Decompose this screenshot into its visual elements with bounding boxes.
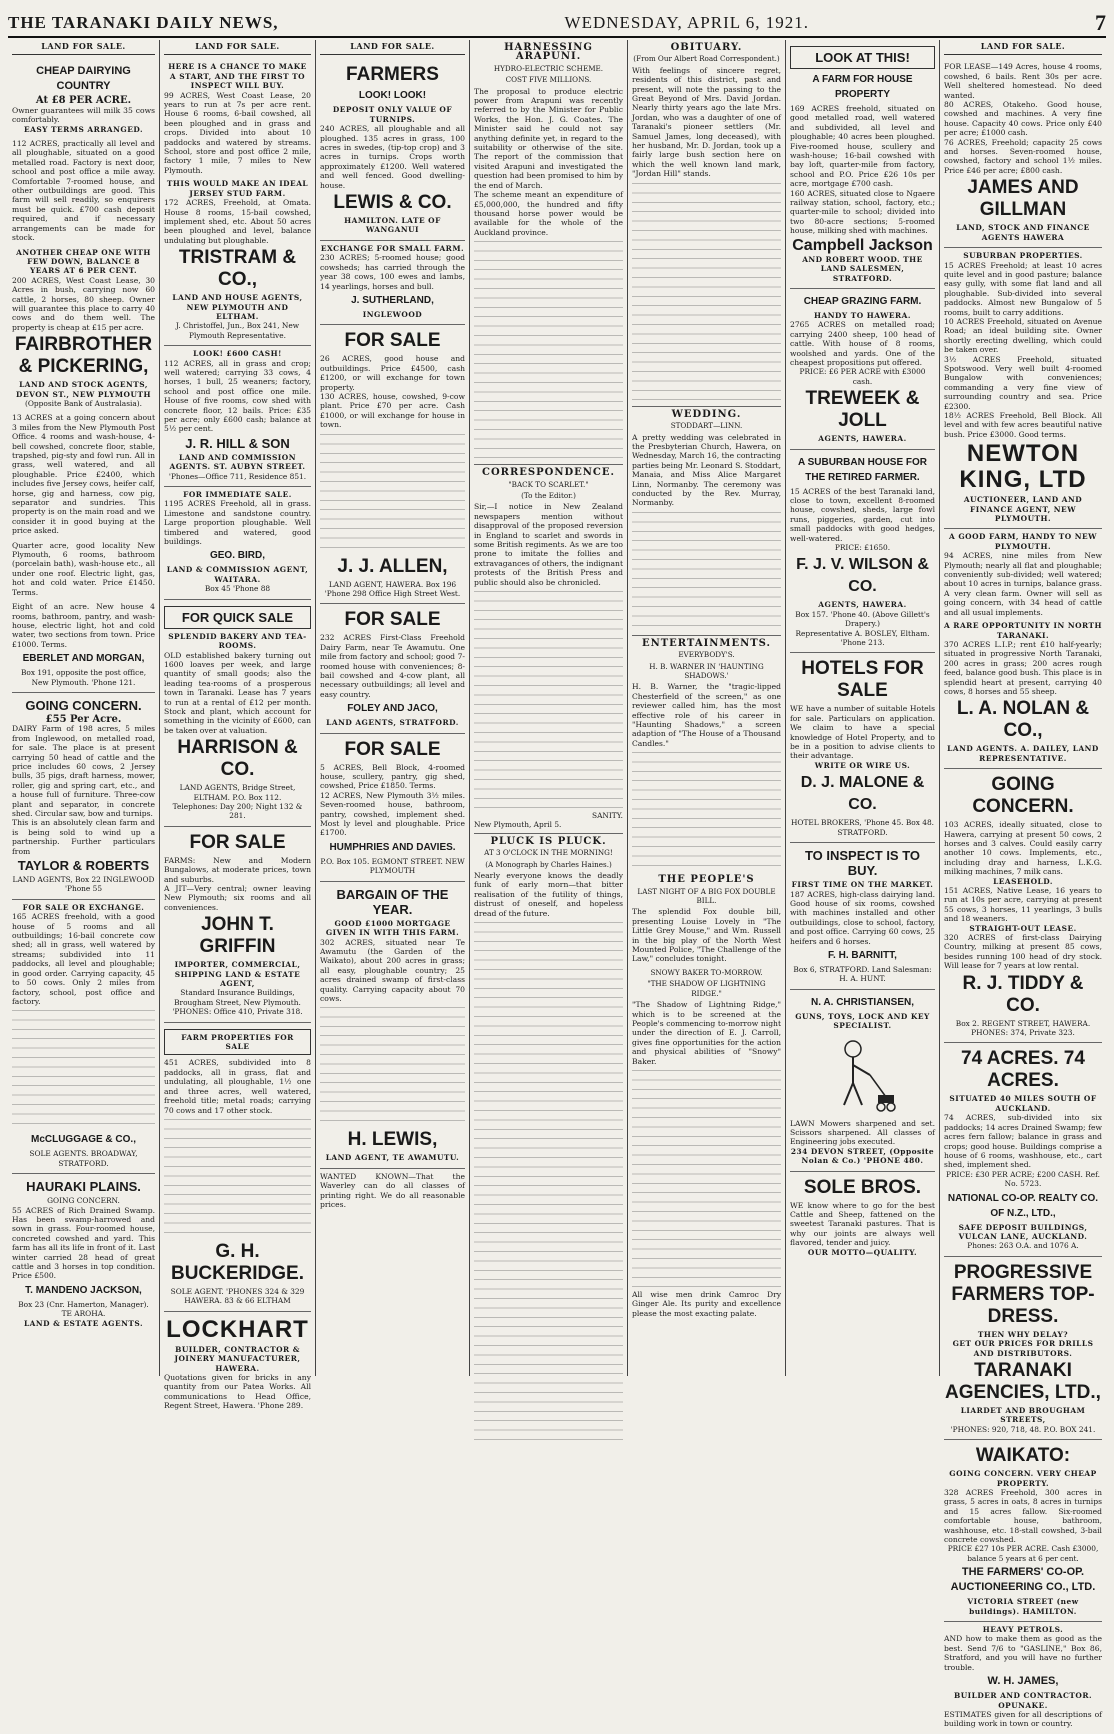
advert <box>164 600 311 827</box>
firm-name: Campbell Jackson <box>792 236 933 254</box>
firm-tagline: LAND & ESTATE AGENTS. <box>23 1318 144 1328</box>
firm-name: McCLUGGAGE & CO., <box>30 1134 136 1146</box>
article-subtitle: LAST NIGHT OF A BIG FOX DOUBLE BILL. <box>637 886 776 906</box>
firm-name: R. J. TIDDY & CO. <box>962 972 1084 1016</box>
firm-address: AGENTS, HAWERA. <box>818 600 907 610</box>
column-5 <box>628 40 786 1376</box>
ad-title: GOING CONCERN. <box>972 774 1074 818</box>
advert <box>320 882 465 1169</box>
ad-body: 200 ACRES, West Coast Lease, 30 Acres in bush, carrying now 60 cattle, 2 horses, 80 sheep. Owner will guarantee this place to carry 40 cows and do them well. The property is cheap at £15 per acre. <box>12 275 155 332</box>
ad-title: HERE IS A CHANCE TO MAKE A START, AND THE FIRST TO INSPECT WILL BUY. <box>168 62 307 91</box>
firm-name: J. SUTHERLAND, <box>351 294 434 306</box>
ad-title: HAURAKI PLAINS. <box>26 1179 141 1195</box>
firm-address: LAND & COMMISSION AGENT, WAITARA. <box>166 565 309 584</box>
advert <box>944 769 1102 1043</box>
ad-subtitle: GOING CONCERN. VERY CHEAP PROPERTY. <box>949 1469 1097 1488</box>
ad-title: A SUBURBAN HOUSE FOR THE RETIRED FARMER. <box>797 456 928 483</box>
ad-title: TO INSPECT IS TO BUY. <box>804 848 921 879</box>
ad-body: 18½ ACRES Freehold, Bell Block. All level and with few acres beautiful native bush. Price £3000. Good terms. <box>944 411 1102 439</box>
ad-body: Quotations given for bricks in any quantity from our Patea Works. All communications to Head Office, Regent Street, Hawera. 'Phone 289. <box>164 1372 311 1411</box>
article-title: HARNESSING ARAPUNI. <box>504 42 593 63</box>
ad-heading: EXCHANGE FOR SMALL FARM. <box>320 243 465 253</box>
advert <box>12 900 155 1174</box>
firm-name: G. H. BUCKERIDGE. <box>170 1240 304 1284</box>
ad-subtitle: THIS WOULD MAKE AN IDEAL JERSEY STUD FARM. <box>166 179 309 198</box>
ad-title: CHEAP DAIRYING COUNTRY <box>36 65 131 93</box>
advert <box>790 40 935 289</box>
firm-address: Box 191, opposite the post office, New Plymouth. 'Phone 121. <box>20 668 147 687</box>
ad-price: PRICE: £30 PER ACRE; £200 CASH. Ref. No. 5723. <box>946 1169 1100 1189</box>
article-title: WEDDING. <box>632 406 781 419</box>
article-body: A pretty wedding was celebrated in the Presbyterian Church, Hawera, on Wednesday, March 16, the contracting parties being Mr. Leonard S. Stoddart, Manaia, and Miss Alice Margaret Linn, Normanby. The ceremony was conducted by the Rev. Murray, Normanby. <box>632 432 782 508</box>
ad-subtitle: A FARM FOR HOUSE PROPERTY <box>812 74 913 100</box>
ad-body: 302 ACRES, situated near Te Awamutu (the Garden of the Waikato), about 200 acres in grass; all easy, ploughable country; 25 acres drained swamp of first-class quality. Carrying capacity about 70 cows. <box>320 937 465 1003</box>
firm-name: W. H. JAMES, <box>987 1675 1059 1688</box>
firm-name: LEWIS & CO. <box>333 192 452 214</box>
firm-note: 'PHONES: 920, 718, 48. P.O. BOX 241. <box>950 1424 1096 1434</box>
advert <box>944 59 1102 248</box>
ad-body: 230 ACRES; 5-roomed house; good cowsheds; has carried through the year 38 cows, 100 ewes and lambs, 14 yearlings, horses and bull. <box>320 253 465 291</box>
article-body: Sir,—I notice in New Zealand newspapers mention without disapproval of the proposed reversion in England to scarlet and swords in some British regiments. As we are too prone to imitate the follies and extravagances of others, the indignant protests of the British Press and public should also be chronicled. <box>474 502 623 587</box>
column-heading: LAND FOR SALE. <box>320 40 465 55</box>
firm-name: NATIONAL CO-OP. REALTY CO. OF N.Z., LTD., <box>947 1192 1099 1219</box>
advert <box>944 529 1102 769</box>
firm-name: FOLEY AND JACO, <box>347 703 438 715</box>
ad-body: 15 ACRES Freehold; at least 10 acres quite level and in good pasture; balance easy gully, with some flat land and all ploughable. Sub-divided into several paddocks. Almost new Bungalow of 5 rooms, built to carry additions. <box>944 260 1102 317</box>
ad-subtitle: GOOD £1000 MORTGAGE GIVEN IN WITH THIS FARM. <box>325 918 460 938</box>
advert <box>790 1172 935 1262</box>
firm-name: LOCKHART <box>166 1315 309 1343</box>
firm-address: LAND AGENTS, Box 22 INGLEWOOD 'Phone 55 <box>12 875 155 894</box>
advert <box>12 693 155 900</box>
ad-heading: STRAIGHT-OUT LEASE. <box>969 923 1077 933</box>
firm-address: LAND, STOCK AND FINANCE AGENTS HAWERA <box>956 223 1090 242</box>
ad-body: 2765 ACRES on metalled road; carrying 2400 sheep, 100 head of cattle. With house of 8 rooms, woolshed and yards. One of the cheapest propositions put offered. <box>790 320 935 367</box>
firm-name: SOLE BROS. <box>803 1176 922 1198</box>
firm-name: TARANAKI AGENCIES, LTD., <box>945 1359 1101 1403</box>
article-subtitle: HYDRO-ELECTRIC SCHEME. <box>493 63 604 73</box>
article-subtitle: (A Monograph by Charles Haines.) <box>485 859 612 869</box>
column-3 <box>316 40 470 1376</box>
masthead <box>8 10 1106 38</box>
article-subtitle: (From Our Albert Road Correspondent.) <box>633 54 780 64</box>
firm-name: TAYLOR & ROBERTS <box>17 858 150 874</box>
firm-name: JAMES AND GILLMAN <box>967 177 1079 221</box>
firm-note: (Opposite Bank of Australasia). <box>24 398 143 408</box>
ad-body: 328 ACRES Freehold, 300 acres in grass, 5 acres in oats, 8 acres in turnips and 15 acres fallow. Six-roomed comfortable house, bathroom, washhouse, etc. 18-stall cowshed, 3-bail concrete cowshed. <box>944 1488 1102 1545</box>
advert <box>320 241 465 325</box>
ad-body: 13 ACRES at a going concern about 3 miles from the New Plymouth Post Office. 4 rooms and wash-house, 4-bell cowshed, concrete floor, stable, trapshed, pig-sty and fowl run. All in grass, well watered, and all ploughable. Price £2400, which includes five Jersey cows, heifer calf, horse, gig and harness, cow pig, separator and sundries. This property is on the main road and we consider it in good buying at the price asked. <box>12 413 155 536</box>
ad-body: 370 ACRES L.I.P.; rent £10 half-yearly; situated in progressive North Taranaki, 200 acres in grass; 200 acres rough feed, balance good bush. This place is in splendid heart at present, carrying 40 cows, 8 horses and 55 sheep. <box>944 639 1102 696</box>
ad-title: PROGRESSIVE FARMERS TOP-DRESS. <box>951 1261 1095 1327</box>
columns <box>8 40 1106 1729</box>
firm-name: JOHN T. GRIFFIN <box>199 914 276 958</box>
firm-address: Box 23 (Cnr. Hamerton, Manager). TE AROHA. <box>18 1299 149 1319</box>
firm-name: J. J. ALLEN, <box>337 555 448 577</box>
article-body: The proposal to produce electric power from Arapuni was recently referred to by the Minister for Public Works, the Hon. J. G. Coates. The Minister said he could not say anything definite yet, in regard to the suitability or otherwise of the site. The report of the commission that visited Arapuni and investigated the question had been promised to him by the end of March. <box>474 86 623 190</box>
ad-body: 187 ACRES, high-class dairying land. Good house of six rooms, cowshed with machines installed and other outbuildings, close to school, factory, and post office. Carrying 60 cows, 25 heifers and 6 horses. <box>790 889 935 946</box>
ad-heading: FARM PROPERTIES FOR SALE <box>164 1029 311 1056</box>
column-heading: LAND FOR SALE. <box>12 40 155 55</box>
ad-body: WE have a number of suitable Hotels for sale. Particulars on application. We claim to have a special knowledge of Hotel Property, and to be in a position to advise clients to their advantage. <box>790 704 935 761</box>
advert <box>944 1257 1102 1440</box>
article-title: THE PEOPLE'S <box>658 874 755 886</box>
advert <box>944 248 1102 529</box>
firm-address: LIARDET AND BROUGHAM STREETS, <box>960 1405 1086 1425</box>
firm-address: AND ROBERT WOOD. THE LAND SALESMEN, STRATFORD. <box>802 254 923 283</box>
ad-heading: SUBURBAN PROPERTIES. <box>963 251 1083 261</box>
advert <box>164 346 311 487</box>
ad-subtitle: LOOK! LOOK! <box>358 90 427 102</box>
article-body: All wise men drink Camroc Dry Ginger Ale. Its purity and excellence please the most exacting palate. <box>632 1289 781 1318</box>
firm-name: H. LEWIS, <box>347 1129 438 1151</box>
article-subtitle: COST FIVE MILLIONS. <box>505 75 592 85</box>
firm-note: Box 157. 'Phone 40. (Above Gillett's Drapery.) <box>795 609 930 629</box>
ad-body: WANTED KNOWN—That the Waverley can do all classes of printing right. We do all reasonable prices. <box>320 1171 465 1209</box>
ad-title: FOR SALE <box>344 609 441 631</box>
firm-name: TRISTRAM & CO., <box>178 247 297 291</box>
article-subtitle: STODDART—LINN. <box>670 421 743 431</box>
ad-price: PRICE: £1650. <box>834 543 891 552</box>
ad-body: 26 ACRES, good house and outbuildings. Price £4500, cash £1200, or will exchange for town property. <box>320 354 465 392</box>
firm-name: D. J. MALONE & CO. <box>800 774 925 814</box>
advert <box>164 827 311 1023</box>
ad-body: LAWN Mowers sharpened and set. Scissors sharpened. All classes of Engineering jobs executed. <box>790 1118 935 1147</box>
firm-note: 'Phones—Office 711, Residence 851. <box>168 471 307 481</box>
ad-body: WE know where to go for the best Cattle and Sheep, fattened on the sweetest Taranaki pastures. That is why our joints are always well flavored, tender and juicy. <box>790 1200 935 1248</box>
article-subtitle: SNOWY BAKER TO-MORROW. <box>650 967 763 977</box>
ad-body: 451 ACRES, subdivided into 8 paddocks, all in grass, flat and undulating, all ploughable, 1½ one and three acres, well watered, freehold title; metal roads; carrying 70 cows and 17 other stock. <box>164 1058 311 1115</box>
ad-title: HEAVY PETROLS. <box>982 1625 1064 1635</box>
firm-name: J. R. HILL & SON <box>185 435 290 451</box>
firm-address: Box 6, STRATFORD. Land Salesman: H. A. HUNT. <box>793 964 932 984</box>
ad-subtitle: FIRST TIME ON THE MARKET. <box>791 880 934 890</box>
advert <box>12 1174 155 1333</box>
ad-body: 15 ACRES of the best Taranaki land, close to town, excellent 8-roomed house, cowshed, sheds, large fowl runs, piggeries, garden, cut into small paddocks with good hedges, well-watered. <box>790 486 935 543</box>
ad-body: 320 ACRES of first-class Dairying Country, milking at present 85 cows, besides running 100 head of dry stock. Will lease for 7 years at low rental. <box>944 933 1102 971</box>
firm-note: Phones: 263 O.A. and 1076 A. <box>967 1241 1079 1251</box>
article-subtitle: AT 3 O'CLOCK IN THE MORNING! <box>484 848 613 858</box>
column-4 <box>470 40 628 1376</box>
text-lines <box>320 434 465 554</box>
advert <box>790 843 935 990</box>
firm-address: IMPORTER, COMMERCIAL, SHIPPING LAND & ESTATE AGENT, <box>174 960 301 989</box>
article-title: CORRESPONDENCE. <box>474 464 623 477</box>
ad-title: FOR SALE <box>344 738 441 760</box>
firm-address: HAMILTON. LATE OF WANGANUI <box>344 216 441 235</box>
article-body: Nearly everyone knows the deadly funk of early morn—that bitter realisation of the futility of things, distrust of oneself, and hopeless dread of the future. <box>474 871 623 918</box>
firm-name: N. A. CHRISTIANSEN, <box>811 996 914 1008</box>
ad-body: 151 ACRES, Native Lease, 16 years to run at 10s per acre, carrying at present 55 cows, 3 horses, 11 yearlings, 3 bulls and 18 weaners. <box>944 886 1102 924</box>
article-body: With feelings of sincere regret, residents of this district, past and present, will note the passing to the Great Beyond of Mrs. David Jordan. Nearly thirty years ago the late Mrs. Jordan, who was a daughter of one of Taranaki's pioneer settlers (Mr. Samuel James, long deceased), with her husband, Mr. D. Jordan, took up a fairly large bush section here on which the well known land mark, "Jordan Hill" stands. <box>632 65 781 179</box>
ad-title: FARMERS <box>346 64 439 86</box>
article-subtitle: H. B. WARNER IN 'HAUNTING SHADOWS.' <box>649 661 764 680</box>
firm-name: F. H. BARNITT, <box>828 949 897 961</box>
firm-address: LAND AGENTS. A. DAILEY, LAND REPRESENTATIVE. <box>947 744 1099 763</box>
advert <box>790 450 935 654</box>
column-7 <box>940 40 1106 1729</box>
page-number: 7 <box>1094 10 1106 35</box>
ad-body: FOR LEASE—149 Acres, house 4 rooms, cowshed, 6 bails. Rent 30s per acre. Well sheltered homestead. No deed wanted. <box>944 62 1102 100</box>
ad-title: LOOK AT THIS! <box>790 46 935 69</box>
advert <box>320 59 465 240</box>
firm-note: Box 45 'Phone 88 <box>204 584 271 594</box>
ad-title: WAIKATO: <box>975 1445 1071 1467</box>
ad-body: 172 ACRES, Freehold, at Omata. House 8 rooms, 15-bail cowshed, implement shed, etc. About 50 acres been ploughed and level, balance undulating but ploughable. <box>164 198 311 245</box>
column-heading: LAND FOR SALE. <box>164 40 311 55</box>
advert <box>320 1169 465 1215</box>
firm-address: INGLEWOOD <box>362 309 423 319</box>
ad-price: PRICE £27 10s PER ACRE. Cash £3000, balance 5 years at 6 per cent. <box>947 1544 1099 1563</box>
advert <box>944 1043 1102 1256</box>
ad-heading: LEASEHOLD. <box>993 876 1053 886</box>
firm-address: HOTEL BROKERS, 'Phone 45. Box 48. STRATFORD. <box>790 818 935 837</box>
ad-body: 130 ACRES, house, cowshed, 9-cow plant. Price £70 per acre. Cash £1000, or will exchange for house in town. <box>320 391 465 430</box>
ad-title: LOOK! £600 CASH! <box>193 349 282 359</box>
firm-address: P.O. Box 105. EGMONT STREET. NEW PLYMOUTH <box>320 856 465 876</box>
article-body: The splendid Fox double bill, presenting Louise Lovely in "The Little Grey Mouse," and Wm. Russell in the big play of the North West Mounted Police, "The Challenge of the Law," concludes tonight. <box>632 907 781 964</box>
text-lines <box>474 922 623 1442</box>
firm-subtitle: BUILDER, CONTRACTOR & JOINERY MANUFACTURER, HAWERA. <box>174 1344 301 1373</box>
ad-body: 80 ACRES, Otakeho. Good house, cowshed and machines. A very fine house. Capacity 40 cows. Price only £40 per acre; £1000 cash. <box>944 100 1102 138</box>
firm-address: VICTORIA STREET (new buildings). HAMILTON. <box>967 1597 1079 1616</box>
advert <box>12 59 155 693</box>
ad-subtitle: THEN WHY DELAY? <box>977 1329 1069 1339</box>
article-subtitle: "THE SHADOW OF LIGHTNING RIDGE." <box>647 979 766 998</box>
firm-subtitle: GUNS, TOYS, LOCK AND KEY SPECIALIST. <box>795 1011 930 1031</box>
firm-address: Box 2. REGENT STREET, HAWERA. PHONES: 374, Private 323. <box>955 1018 1091 1038</box>
ad-subtitle: SPLENDID BAKERY AND TEA-ROOMS. <box>168 631 307 651</box>
firm-name: FAIRBROTHER & PICKERING, <box>14 334 153 378</box>
firm-motto: OUR MOTTO—QUALITY. <box>807 1247 918 1257</box>
firm-name: T. MANDENO JACKSON, <box>25 1284 142 1296</box>
ad-body: 55 ACRES of Rich Drained Swamp. Has been swamp-harrowed and sown in grass. Four-roomed house, concreted cowshed and yard. This farm has all its life in front of it. Last winter carried 28 head of great cattle and 3 horses in top condition. Price £500. <box>12 1205 155 1281</box>
ad-subtitle: GOING CONCERN. <box>47 1196 120 1206</box>
firm-name: F. J. V. WILSON & CO. <box>796 556 929 596</box>
firm-address: SOLE AGENT. 'PHONES 324 & 329 HAWERA. 83 & 66 ELTHAM <box>170 1286 305 1306</box>
advert <box>944 1440 1102 1622</box>
text-lines <box>474 241 623 461</box>
advert <box>320 325 465 604</box>
ad-title: GOING CONCERN. <box>25 697 142 713</box>
ad-body: 112 ACRES, practically all level and all ploughable, situated on a good metalled road. Factory is next door, school and post office a mile away. Comfortable 7-roomed house, and other outbuildings are good. This farm will sell readily, so enquirers must be quick. £700 cash deposit required, and if necessary arrangements can be made for stock. <box>12 139 155 243</box>
text-lines <box>632 752 781 872</box>
firm-representative: Representative A. BOSLEY, Eltham. 'Phone 213. <box>795 628 930 648</box>
ad-body: 169 ACRES freehold, situated on good metalled road, well watered and subdivided, all level and ploughable; 40 acres been ploughed. Five-roomed house, scullery and wash-house; 16-bail cowshed with bay loft, quarter-mile from factory, school and P.O. Price £26 10s per acre, mortgage £700 cash. <box>790 104 935 189</box>
ad-price: At £8 PER ACRE. <box>35 95 132 107</box>
article-dateline: New Plymouth, April 5. <box>474 820 562 830</box>
masthead-title: THE TARANAKI DAILY NEWS, <box>8 13 279 32</box>
ad-body: 160 ACRES, situated close to Ngaere railway station, school, factory, etc.; quarter-mile to school; divided into two 80-acre sections; 5-roomed house, milking shed with machines. <box>790 188 935 236</box>
advert <box>164 487 311 600</box>
firm-name: L. A. NOLAN & CO., <box>956 698 1090 742</box>
ad-title: FOR QUICK SALE <box>164 606 311 629</box>
ad-title: BARGAIN OF THE YEAR. <box>336 886 449 917</box>
ad-title: A GOOD FARM, HANDY TO NEW PLYMOUTH. <box>949 532 1097 551</box>
advert <box>790 990 935 1172</box>
ad-subtitle: WRITE OR WIRE US. <box>814 760 911 770</box>
advert <box>320 604 465 733</box>
firm-address: LAND AGENTS, Bridge Street, ELTHAM. P.O. Box 112. <box>179 783 296 802</box>
column-1 <box>8 40 160 1376</box>
text-lines <box>320 1007 465 1127</box>
column-6 <box>786 40 940 1376</box>
firm-address: LAND AND COMMISSION AGENTS. ST. AUBYN STREET. <box>169 452 306 472</box>
ad-body: 12 ACRES, New Plymouth 3½ miles. Seven-roomed house, bathroom, pantry, cowshed, implement shed. Most ly level and ploughable. Price £1700. <box>320 790 465 838</box>
text-lines <box>632 1070 781 1290</box>
article-title: OBITUARY. <box>670 42 743 53</box>
advert <box>790 289 935 450</box>
article-subtitle: (To the Editor.) <box>521 490 576 500</box>
firm-note: Standard Insurance Buildings, Brougham Street, New Plymouth. 'PHONES: Office 410, Private 318. <box>172 988 303 1017</box>
ad-title: FOR SALE <box>189 831 286 853</box>
firm-address: LAND AND STOCK AGENTS, DEVON ST., NEW PLYMOUTH <box>16 380 151 399</box>
ad-body: 76 ACRES, Freehold; capacity 25 cows and horses. Seven-roomed house, cowshed, factory and school 1½ miles. Price £46 per acre; £800 cash. <box>944 137 1102 175</box>
lawn-mower-man-illustration <box>828 1035 898 1115</box>
ad-subtitle: SITUATED 40 MILES SOUTH OF AUCKLAND. <box>949 1094 1097 1113</box>
ad-body: 99 ACRES, West Coast Lease, 20 years to run at 7s per acre rent. House 6 rooms, 6-bail cowshed, all been ploughed and in grass and crops. Divided into about 10 paddocks and watered by streams. School, store and post office 2 mile, factory 1 mile, 7 miles to New Plymouth. <box>164 90 311 175</box>
ad-title: A RARE OPPORTUNITY IN NORTH TARANAKI. <box>944 621 1103 640</box>
article-subtitle: "BACK TO SCARLET." <box>508 479 589 489</box>
ad-body: 3½ ACRES Freehold, situated Spotswood. Very well built 4-roomed Bungalow with conveniences; commanding a very fine view of surrounding country and sea. Price £2300. <box>944 354 1102 411</box>
ad-body: ESTIMATES given for all descriptions of building work in town or country. <box>944 1709 1102 1729</box>
ad-body: 240 ACRES, all ploughable and all ploughed. 135 acres in grass, 100 acres in swedes, (tip-top crop) and 3 acres in turnips. Crops worth approximately £1200. Well watered and well fenced. Good dwelling-house. <box>320 124 465 190</box>
article-body: H. B. Warner, the "tragic-lipped Chesterfield of the screen," as one reviewer called him, has the most effective role of his career in "Haunting Shadows," a screen adaption of "The House of a Thousand Candles." <box>632 682 781 748</box>
firm-name: TREWEEK & JOLL <box>805 388 920 432</box>
ad-body: 1195 ACRES Freehold, all in grass. Limestone and sandstone country. Large proportion ploughable. Well timbered and watered, good buildings. <box>164 499 311 547</box>
article-signature: SANITY. <box>592 811 623 820</box>
firm-address: SAFE DEPOSIT BUILDINGS, VULCAN LANE, AUCKLAND. <box>958 1222 1088 1241</box>
ad-title: FOR SALE <box>344 330 441 352</box>
ad-title: 74 ACRES. 74 ACRES. <box>961 1048 1085 1092</box>
ad-body: 165 ACRES freehold, with a good house of 5 rooms and all outbuildings; 16-bail concrete cow shed; all in grass, well watered by streams; subdivided into 11 paddocks, all level and ploughable; in good order. Carrying capacity, 45 to 50 cows. Only 2 miles from factory, school, post office and factory. <box>12 912 155 1006</box>
ad-body: 103 ACRES, ideally situated, close to Hawera, carrying at present 50 cows, 2 horses and 3 calves. Could easily carry another 10 cows. Implements, etc., including dray and harness, L.K.G. milking machines, 7 milk cans. <box>944 820 1102 877</box>
ad-body: Quarter acre, good locality New Plymouth, 6 rooms, bathroom (porcelain bath), wash-house etc., all under one roof. Electric light, gas, hot and cold water. Price £1450. Terms. <box>12 540 155 597</box>
firm-name: NEWTON KING, LTD <box>959 440 1087 494</box>
ad-heading: FOR SALE OR EXCHANGE. <box>22 902 145 912</box>
ad-subtitle: HANDY TO HAWERA. <box>814 310 911 320</box>
ad-subtitle: ANOTHER CHEAP ONE WITH FEW DOWN, BALANCE 8 YEARS AT 6 PER CENT. <box>16 247 151 276</box>
advert <box>790 653 935 843</box>
column-heading: LAND FOR SALE. <box>944 40 1102 55</box>
firm-note: Telephones: Day 200; Night 132 & 281. <box>172 801 303 821</box>
firm-address: LAND AND HOUSE AGENTS, NEW PLYMOUTH AND ELTHAM. <box>172 293 303 321</box>
article-body: "The Shadow of Lightning Ridge," which is to be screened at the People's commencing to-morrow night under the direction of E. J. Carroll, gives fine opportunities for the action and physical abilities of "Snowy" Baker. <box>632 1000 781 1066</box>
ad-body: 74 ACRES, sub-divided into six paddocks; 14 acres Drained Swamp; few acres fern fallow; balance in grass and crops; good house. Buildings comprise a house of 6 rooms, washhouse, etc., cart shed, implement shed. <box>944 1113 1102 1170</box>
firm-address: LAND AGENT, TE AWAMUTU. <box>325 1153 460 1163</box>
advert <box>320 734 465 882</box>
firm-name: HUMPHRIES AND DAVIES. <box>329 841 456 853</box>
firm-address: SOLE AGENTS. BROADWAY, STRATFORD. <box>29 1149 138 1168</box>
advert <box>164 59 311 346</box>
firm-address: AGENTS, HAWERA. <box>818 434 907 444</box>
ad-body: 94 ACRES, nine miles from New Plymouth; nearly all flat and ploughable; conveniently sub-divided; well watered; about 10 acres in turnips, balance grass. A very clean farm. Owner will sell as going concern, with 34 head of cattle and all usual implements. <box>944 551 1102 617</box>
text-lines <box>164 1119 311 1239</box>
text-lines <box>632 183 781 403</box>
ad-body: DAIRY Farm of 198 acres, 5 miles from Inglewood, on metalled road, for sale. The place is at present carrying 50 head of cattle and the price includes 60 cows, 2 Jersey bulls, 35 pigs, draft harness, mower, roller, gig and spring cart, etc., and a house full of furniture. Three-cow plant and separator, in concrete shed. Circular saw, bow and turnips. <box>12 724 155 818</box>
ad-body: GET OUR PRICES FOR DRILLS AND DISTRIBUTORS. <box>952 1339 1094 1358</box>
ad-heading: DEPOSIT ONLY VALUE OF TURNIPS. <box>332 105 453 124</box>
firm-name: HARRISON & CO. <box>177 737 298 781</box>
advert <box>164 1312 311 1416</box>
firm-name: GEO. BIRD, <box>209 550 265 562</box>
ad-price: £55 Per Acre. <box>45 713 122 725</box>
ad-body: A JIT—Very central; owner leaving New Plymouth; six rooms and all conveniences. <box>164 884 311 912</box>
advert <box>164 1023 311 1312</box>
firm-name: EBERLET AND MORGAN, <box>22 653 145 665</box>
firm-address: LAND AGENTS, STRATFORD. <box>326 718 459 728</box>
firm-name: THE FARMERS' CO-OP. AUCTIONEERING CO., LTD. <box>950 1566 1096 1594</box>
ad-heading: FOR IMMEDIATE SALE. <box>183 490 292 500</box>
article-subtitle: EVERYBODY'S. <box>678 650 735 660</box>
ad-body: 10 ACRES Freehold, situated on Avenue Road; an ideal building site. Owner shortly erecting dwelling, which could be taken over. <box>944 316 1102 355</box>
ad-body: FARMS: New and Modern Bungalows, at moderate prices, town and suburbs. <box>164 855 311 884</box>
ad-price: PRICE: £6 PER ACRE with £3000 cash. <box>799 367 926 386</box>
ad-body: 232 ACRES First-Class Freehold Dairy Farm, near Te Awamutu. One mile from factory and school; good 7-roomed house with conveniences; 8-bail cowshed and 4-cow plant, all necessary outbuildings; all level and easy country. <box>320 633 465 699</box>
masthead-date: WEDNESDAY, APRIL 6, 1921. <box>564 13 809 32</box>
column-2 <box>160 40 316 1411</box>
article-body: The scheme meant an expenditure of £5,000,000, the hundred and fifty thousand horse power would be available for the whole of the Auckland province. <box>474 190 623 237</box>
ad-body: Owner guarantees will milk 35 cows comfortably. <box>12 105 155 125</box>
ad-title: CHEAP GRAZING FARM. <box>803 295 922 307</box>
firm-address: AUCTIONEER, LAND AND FINANCE AGENT, NEW PLYMOUTH. <box>963 495 1083 524</box>
ad-terms: EASY TERMS ARRANGED. <box>23 124 144 134</box>
ad-body: Eight of an acre. New house 4 rooms, bathroom, pantry, and wash-house, electric light, hot and cold water, two sections from town. Price £1000. Terms. <box>12 602 155 649</box>
ad-body: AND how to make them as good as the best. Send 7/6 to "GASLINE," Box 86, Stratford, and you will have no further trouble. <box>944 1634 1102 1672</box>
ad-body: 112 ACRES, all in grass and crop; well watered; carrying 33 cows, 4 horses, 1 bull, 25 weaners; factory, school and post office one mile. House of five rooms, cow shed with concrete floor, 12 bails. Price: £35 per acre; only £600 cash; balance at 5½ per cent. <box>164 358 311 434</box>
firm-note: J. Christoffel, Jun., Box 241, New Plymouth Representative. <box>175 321 300 340</box>
ad-title: HOTELS FOR SALE <box>801 658 924 702</box>
article-title: ENTERTAINMENTS. <box>632 635 781 648</box>
ad-body: 5 ACRES, Bell Block, 4-roomed house, scullery, pantry, gig shed, cowshed, Price £1850. Terms. <box>320 762 465 791</box>
firm-address: LAND AGENT, HAWERA. Box 196 'Phone 298 Office High Street West. <box>324 579 461 598</box>
ad-body: OLD established bakery turning out 1600 loaves per week, and large quantity of small goods; also the leading tea-rooms of a prosperous town in Taranaki. Lease has 7 years to run at a rental of £12 per month. Stock and plant, which account for something in the vicinity of £600, can be taken over at valuation. <box>164 650 311 735</box>
firm-address: 234 DEVON STREET, (Opposite Nolan & Co.) 'PHONE 480. <box>790 1146 935 1166</box>
article-title: PLUCK IS PLUCK. <box>474 833 623 846</box>
advert <box>944 1622 1102 1734</box>
ad-body: This is an absolutely clean farm and is being sold to wind up a partnership. Further particulars from <box>12 818 155 856</box>
text-lines <box>632 512 781 632</box>
text-lines <box>12 1010 155 1130</box>
firm-address: BUILDER AND CONTRACTOR. OPUNAKE. <box>953 1691 1093 1710</box>
text-lines <box>474 591 623 811</box>
